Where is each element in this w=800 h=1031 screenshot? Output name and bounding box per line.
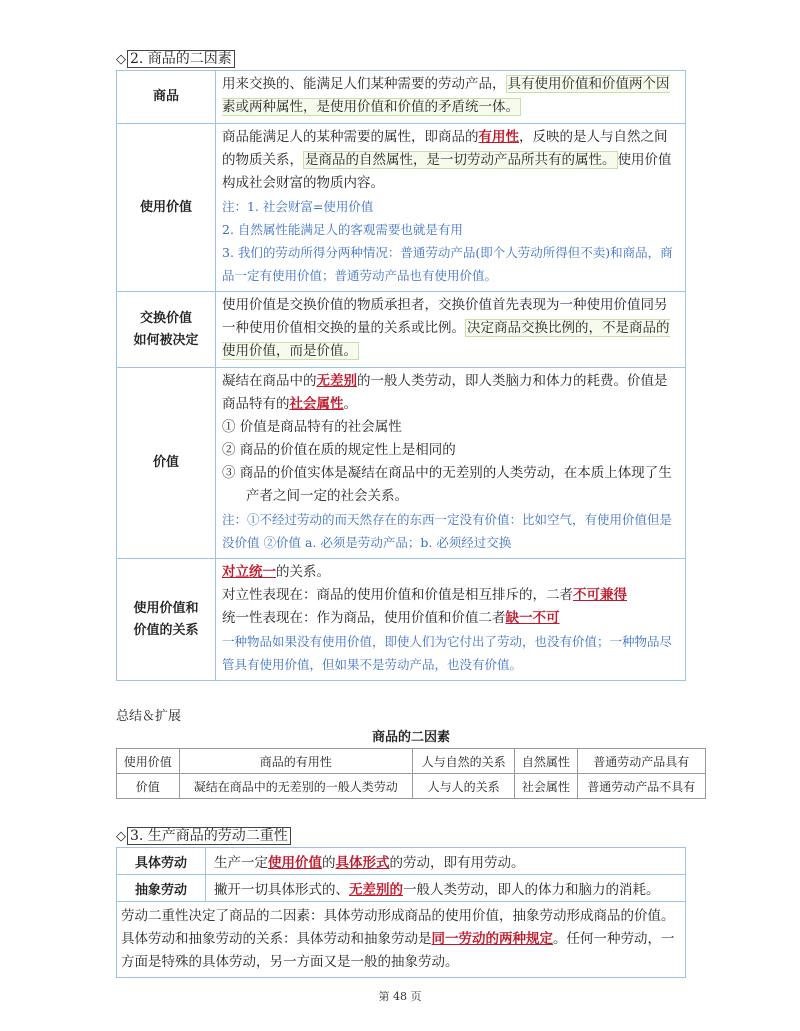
body-relation	[216, 559, 686, 681]
value-note: 注：①不经过劳动的而天然存在的东西一定没有价值：比如空气，有使用价值但是没价值 ②价值 a. 必须是劳动产品；b. 必须经过交换	[222, 512, 673, 550]
red-keyword: 对立统一	[222, 564, 276, 580]
label-exchange-value	[117, 292, 216, 368]
relation-line-2: 对立性表现在：商品的使用价值和价值是相互排斥的，二者不可兼得	[222, 587, 627, 603]
summary-label: 总结＆扩展	[116, 709, 182, 724]
diamond-icon: ◇	[116, 52, 126, 67]
value-item-1: ① 价值是商品特有的社会属性	[222, 419, 402, 435]
summary-cell: 使用价值	[117, 749, 180, 774]
summary-row	[117, 749, 706, 774]
summary-row	[117, 774, 706, 799]
summary-cell: 人与自然的关系	[413, 749, 515, 774]
row-commodity	[117, 71, 686, 124]
labor-table	[116, 847, 686, 978]
use-value-note-2: 2. 自然属性能满足人的客观需要也就是有用	[222, 222, 463, 237]
use-value-highlight: 是商品的自然属性，是一切劳动产品所共有的属性。	[305, 152, 616, 168]
body-commodity	[216, 71, 686, 124]
row-exchange-value	[117, 292, 686, 368]
label-relation-line-2: 价值的关系	[133, 622, 199, 638]
row-value	[117, 368, 686, 559]
label-concrete-labor: 具体劳动	[117, 848, 206, 875]
summary-cell: 普通劳动产品不具有	[577, 774, 705, 799]
red-keyword: 具体形式	[335, 855, 390, 871]
labor-summary-para-2: 具体劳动和抽象劳动的关系：具体劳动和抽象劳动是同一劳动的两种规定。任何一种劳动，一方面是特殊的具体劳动，另一方面又是一般的抽象劳动。	[121, 931, 675, 970]
label-relation-line-1: 使用价值和	[133, 600, 199, 616]
red-keyword: 使用价值	[268, 855, 322, 871]
row-labor-summary	[117, 902, 686, 978]
relation-note: 一种物品如果没有使用价值，即使人们为它付出了劳动，也没有价值；一种物品尽管具有使用价值，但如果不是劳动产品，也没有价值。	[222, 634, 673, 672]
body-use-value	[216, 124, 686, 292]
label-relation	[117, 559, 216, 681]
label-commodity: 商品	[117, 71, 216, 124]
diamond-icon: ◇	[116, 829, 126, 844]
red-keyword: 无差别的	[349, 882, 403, 898]
label-value: 价值	[117, 368, 216, 559]
red-keyword: 同一劳动的两种规定	[431, 931, 553, 947]
section-2-heading	[116, 48, 235, 68]
row-concrete-labor	[117, 848, 686, 875]
section-2-title: 2. 商品的二因素	[127, 50, 235, 68]
summary-cell: 普通劳动产品具有	[577, 749, 705, 774]
labor-summary	[117, 902, 686, 978]
summary-cell: 价值	[117, 774, 180, 799]
commodity-text: 用来交换的、能满足人们某种需要的劳动产品，	[222, 76, 506, 92]
row-use-value	[117, 124, 686, 292]
use-value-note-3: 3. 我们的劳动所得分两种情况：普通劳动产品(即个人劳动所得但不卖)和商品，商品一定有使用价值；普通劳动产品也有使用价值。	[222, 245, 673, 283]
label-exchange-line-2: 如何被决定	[133, 332, 199, 348]
red-keyword: 无差别	[316, 373, 357, 389]
summary-cell: 商品的有用性	[179, 749, 413, 774]
summary-cell: 自然属性	[515, 749, 578, 774]
commodity-highlight: 具有使用价值和价值两个因素或两种属性，是使用价值和价值的矛盾统一体。	[222, 76, 670, 115]
section-3-title: 3. 生产商品的劳动二重性	[127, 827, 291, 845]
summary-table	[116, 748, 706, 799]
value-item-3: ③ 商品的价值实体是凝结在商品中的无差别的人类劳动，在本质上体现了生产者之间一定的社会关系。	[222, 465, 672, 504]
section-3-heading	[116, 825, 291, 845]
red-keyword: 缺一不可	[505, 610, 560, 626]
label-use-value: 使用价值	[117, 124, 216, 292]
page-number: 第 48 页	[378, 990, 422, 1003]
summary-cell: 凝结在商品中的无差别的一般人类劳动	[179, 774, 413, 799]
body-abstract-labor: 撇开一切具体形式的、无差别的一般人类劳动，即人的体力和脑力的消耗。	[206, 875, 686, 902]
relation-line-3: 统一性表现在：作为商品，使用价值和价值二者缺一不可	[222, 610, 560, 626]
labor-summary-para-1: 劳动二重性决定了商品的二因素：具体劳动形成商品的使用价值，抽象劳动形成商品的价值。	[121, 908, 675, 924]
body-value	[216, 368, 686, 559]
summary-cell: 社会属性	[515, 774, 578, 799]
red-keyword: 社会属性	[289, 396, 344, 412]
exchange-text: 使用价值是交换价值的物质承担者，交换价值首先表现为一种使用价值同另一种使用价值相交换的量的关系或比例。	[222, 297, 668, 336]
row-abstract-labor	[117, 875, 686, 902]
value-definition: 凝结在商品中的无差别的一般人类劳动，即人类脑力和体力的耗费。价值是商品特有的社会属性。	[222, 373, 668, 412]
label-abstract-labor: 抽象劳动	[117, 875, 206, 902]
relation-line-1: 对立统一的关系。	[222, 564, 330, 580]
use-value-definition: 商品能满足人的某种需要的属性，即商品的有用性，反映的是人与自然之间的物质关系， 是商品的自然属性，是一切劳动产品所共有的属性。 使用价值构成社会财富的物质内容。	[222, 129, 672, 191]
value-item-2: ② 商品的价值在质的规定性上是相同的	[222, 442, 456, 458]
summary-cell: 人与人的关系	[413, 774, 515, 799]
body-concrete-labor: 生产一定使用价值的具体形式的劳动，即有用劳动。	[206, 848, 686, 875]
commodity-factors-table	[116, 70, 686, 681]
use-value-note-1: 注：1. 社会财富=使用价值	[222, 199, 374, 214]
exchange-highlight: 决定商品交换比例的，不是商品的使用价值，而是价值。	[222, 320, 670, 359]
red-keyword: 不可兼得	[573, 587, 627, 603]
summary-title: 商品的二因素	[371, 730, 450, 745]
label-exchange-line-1: 交换价值	[139, 310, 192, 326]
row-relation	[117, 559, 686, 681]
red-keyword: 有用性	[478, 129, 519, 145]
body-exchange-value	[216, 292, 686, 368]
